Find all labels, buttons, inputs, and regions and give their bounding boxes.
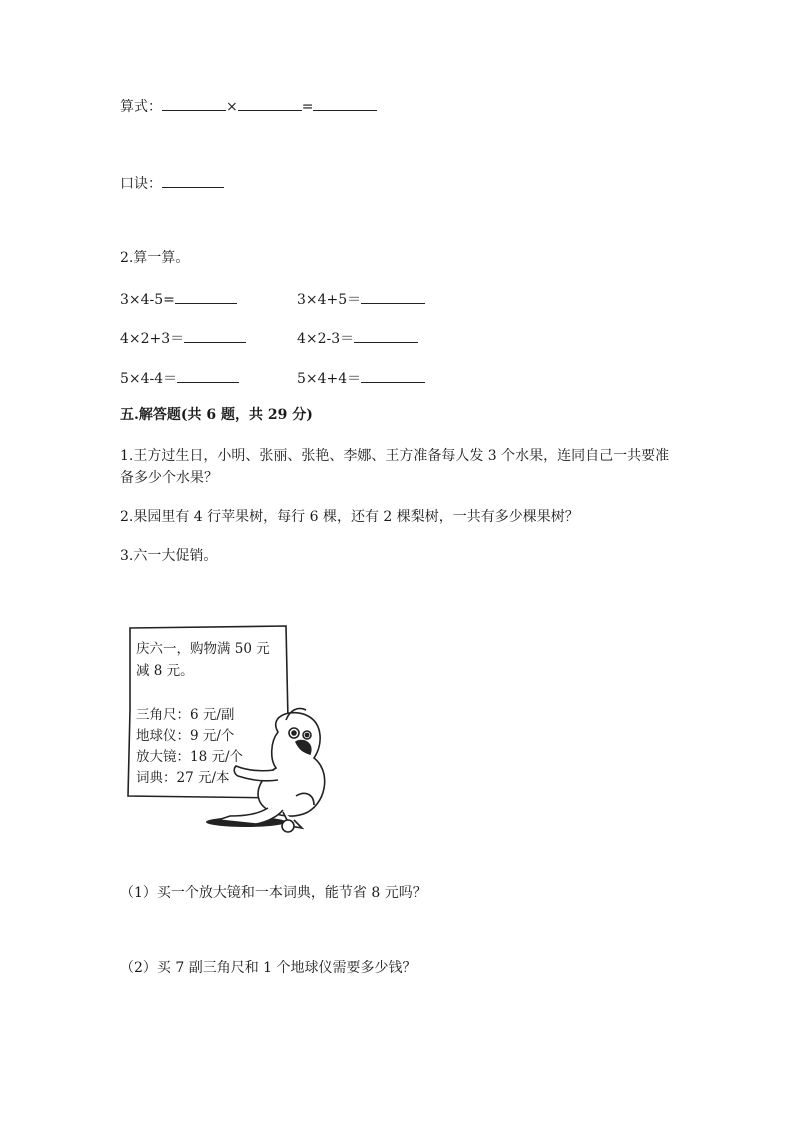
calc-expression: 4×2-3＝ [297,331,355,347]
answer-blank[interactable] [175,289,237,304]
calc-row-2-left [120,328,246,349]
problem-1: 1.王方过生日，小明、张丽、张艳、李娜、王方准备每人发 3 个水果，连同自己一共要准备多少个水果？ [120,448,670,486]
calc-row-1-right [297,289,425,310]
calc-row-3-left [120,368,239,389]
answer-blank[interactable] [354,328,418,343]
mnemonic-label: 口诀： [120,176,162,192]
calc-expression: 5×4-4＝ [120,371,178,387]
calc-row-2-right [297,328,418,349]
answer-blank[interactable] [361,368,425,383]
formula-times: × [226,99,238,115]
problem-2: 2.果园里有 4 行苹果树，每行 6 棵，还有 2 棵梨树，一共有多少棵果树？ [120,509,579,525]
poster-line-3: 三角尺：6 元/副 [136,707,235,723]
problem-3: 3.六一大促销。 [120,548,218,564]
answer-blank[interactable] [361,289,425,304]
formula-blank-2[interactable] [238,96,302,111]
poster-line-2: 减 8 元。 [136,663,194,679]
sub-question-2: （2）买 7 副三角尺和 1 个地球仪需要多少钱？ [120,960,417,976]
formula-equals: = [301,99,314,115]
formula-blank-3[interactable] [313,96,377,111]
formula-label: 算式： [120,99,162,115]
poster-line-1: 庆六一，购物满 50 元 [136,641,270,657]
mnemonic-line [120,173,224,194]
calc-expression: 3×4+5＝ [297,292,362,308]
sub-question-1: （1）买一个放大镜和一本词典，能节省 8 元吗？ [120,885,427,901]
poster-line-4: 地球仪：9 元/个 [136,728,235,744]
calc-expression: 4×2+3＝ [120,331,185,347]
formula-blank-1[interactable] [162,96,226,111]
answer-blank[interactable] [184,328,246,343]
answer-blank[interactable] [177,368,239,383]
calc-expression: 3×4-5= [120,292,175,308]
calc-row-3-right [297,368,425,389]
poster-line-6: 词典：27 元/本 [136,770,230,786]
section5-title: 五.解答题(共 6 题，共 29 分) [120,407,313,423]
mnemonic-blank[interactable] [162,173,224,188]
calc-row-1-left [120,289,237,310]
calc-expression: 5×4+4＝ [297,371,362,387]
formula-line [120,96,377,117]
q2-title: 2.算一算。 [120,250,190,266]
poster-line-5: 放大镜：18 元/个 [136,749,244,765]
